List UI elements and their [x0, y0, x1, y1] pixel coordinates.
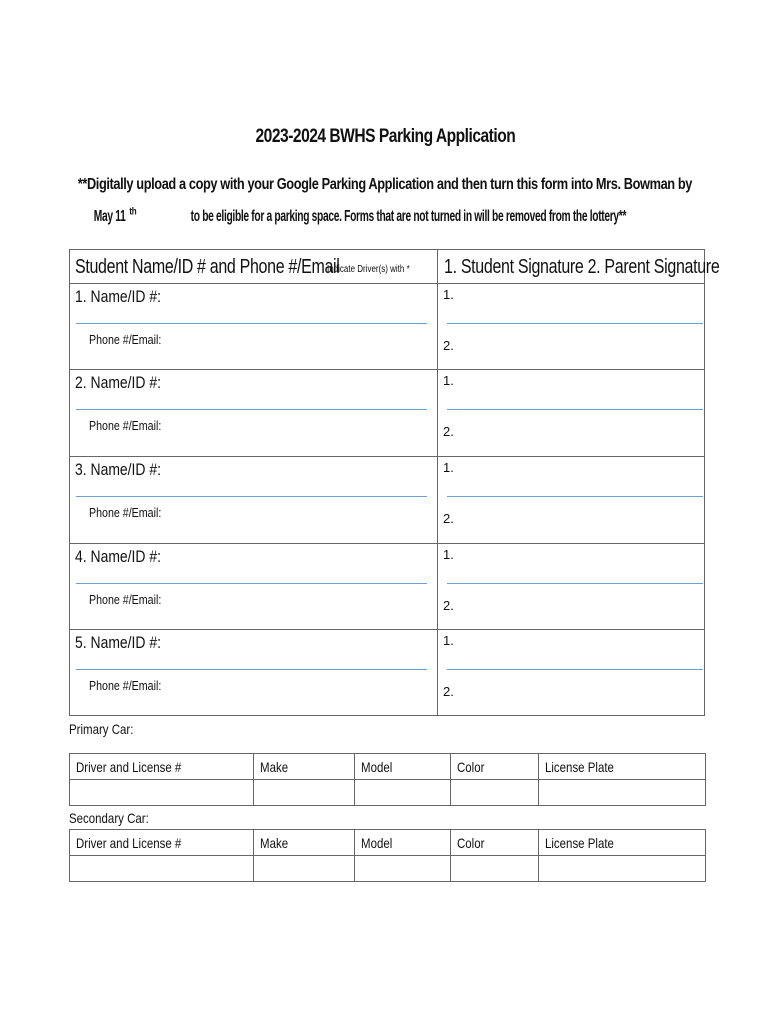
deadline-date: May 11 [93, 208, 126, 225]
driver-license-cell[interactable] [70, 780, 254, 806]
parent-signature-label: 2. [443, 684, 454, 699]
deadline-ordinal: th [129, 206, 136, 218]
model-cell[interactable] [355, 856, 451, 882]
driver-license-header: Driver and License # [70, 754, 254, 780]
student-table [69, 249, 720, 716]
license-plate-header: License Plate [539, 754, 706, 780]
table-row [70, 780, 706, 806]
name-id-label: 3. Name/ID #: [75, 460, 161, 479]
instructions-rest: to be eligible for a parking space. Forms that are not turned in will be removed from the lottery** [190, 208, 626, 225]
page-title: 2023-2024 BWHS Parking Application [255, 126, 515, 147]
secondary-car-label: Secondary Car: [69, 810, 149, 826]
student-entry-2 [70, 369, 704, 455]
student-signature-field[interactable] [447, 496, 703, 497]
instructions-line-2 [0, 208, 770, 226]
name-id-field[interactable] [76, 409, 427, 410]
color-cell[interactable] [451, 780, 539, 806]
name-id-label: 5. Name/ID #: [75, 633, 161, 652]
model-cell[interactable] [355, 780, 451, 806]
student-signature-label: 1. [443, 287, 454, 302]
name-id-label: 1. Name/ID #: [75, 287, 161, 306]
phone-email-label: Phone #/Email: [89, 332, 162, 347]
model-header: Model [355, 830, 451, 856]
driver-license-header: Driver and License # [70, 830, 254, 856]
student-signature-label: 1. [443, 547, 454, 562]
phone-email-label: Phone #/Email: [89, 418, 162, 433]
instructions-line-1: **Digitally upload a copy with your Google Parking Application and then turn this form into Mrs. Bowman by [77, 176, 693, 193]
student-column-header: Student Name/ID # and Phone #/Email Indicate Driver(s) with * [75, 256, 410, 278]
student-signature-label: 1. [443, 373, 454, 388]
name-id-label: 4. Name/ID #: [75, 547, 161, 566]
name-id-field[interactable] [76, 669, 427, 670]
phone-email-label: Phone #/Email: [89, 678, 162, 693]
student-signature-field[interactable] [447, 669, 703, 670]
color-header: Color [451, 830, 539, 856]
make-cell[interactable] [254, 856, 355, 882]
student-entry-3 [70, 456, 704, 542]
table-header-row [70, 754, 706, 780]
license-plate-header: License Plate [539, 830, 706, 856]
name-id-label: 2. Name/ID #: [75, 373, 161, 392]
student-signature-field[interactable] [447, 323, 703, 324]
phone-email-label: Phone #/Email: [89, 505, 162, 520]
name-id-field[interactable] [76, 496, 427, 497]
parent-signature-label: 2. [443, 338, 454, 353]
primary-car-table [69, 753, 706, 806]
parent-signature-label: 2. [443, 424, 454, 439]
student-entry-4 [70, 543, 704, 629]
driver-license-cell[interactable] [70, 856, 254, 882]
model-header: Model [355, 754, 451, 780]
student-signature-field[interactable] [447, 409, 703, 410]
signature-column-header: 1. Student Signature 2. Parent Signature [444, 256, 720, 278]
primary-car-label: Primary Car: [69, 721, 134, 737]
student-signature-field[interactable] [447, 583, 703, 584]
student-signature-label: 1. [443, 460, 454, 475]
color-header: Color [451, 754, 539, 780]
table-header-row [70, 830, 706, 856]
make-cell[interactable] [254, 780, 355, 806]
secondary-car-table [69, 829, 706, 882]
license-plate-cell[interactable] [539, 856, 706, 882]
make-header: Make [254, 754, 355, 780]
table-row [70, 856, 706, 882]
make-header: Make [254, 830, 355, 856]
student-signature-label: 1. [443, 633, 454, 648]
student-entry-1 [70, 283, 704, 369]
color-cell[interactable] [451, 856, 539, 882]
phone-email-label: Phone #/Email: [89, 592, 162, 607]
parent-signature-label: 2. [443, 598, 454, 613]
name-id-field[interactable] [76, 323, 427, 324]
parent-signature-label: 2. [443, 511, 454, 526]
license-plate-cell[interactable] [539, 780, 706, 806]
student-entry-5 [70, 629, 704, 715]
driver-indicator-note: Indicate Driver(s) with * [327, 264, 410, 275]
name-id-field[interactable] [76, 583, 427, 584]
